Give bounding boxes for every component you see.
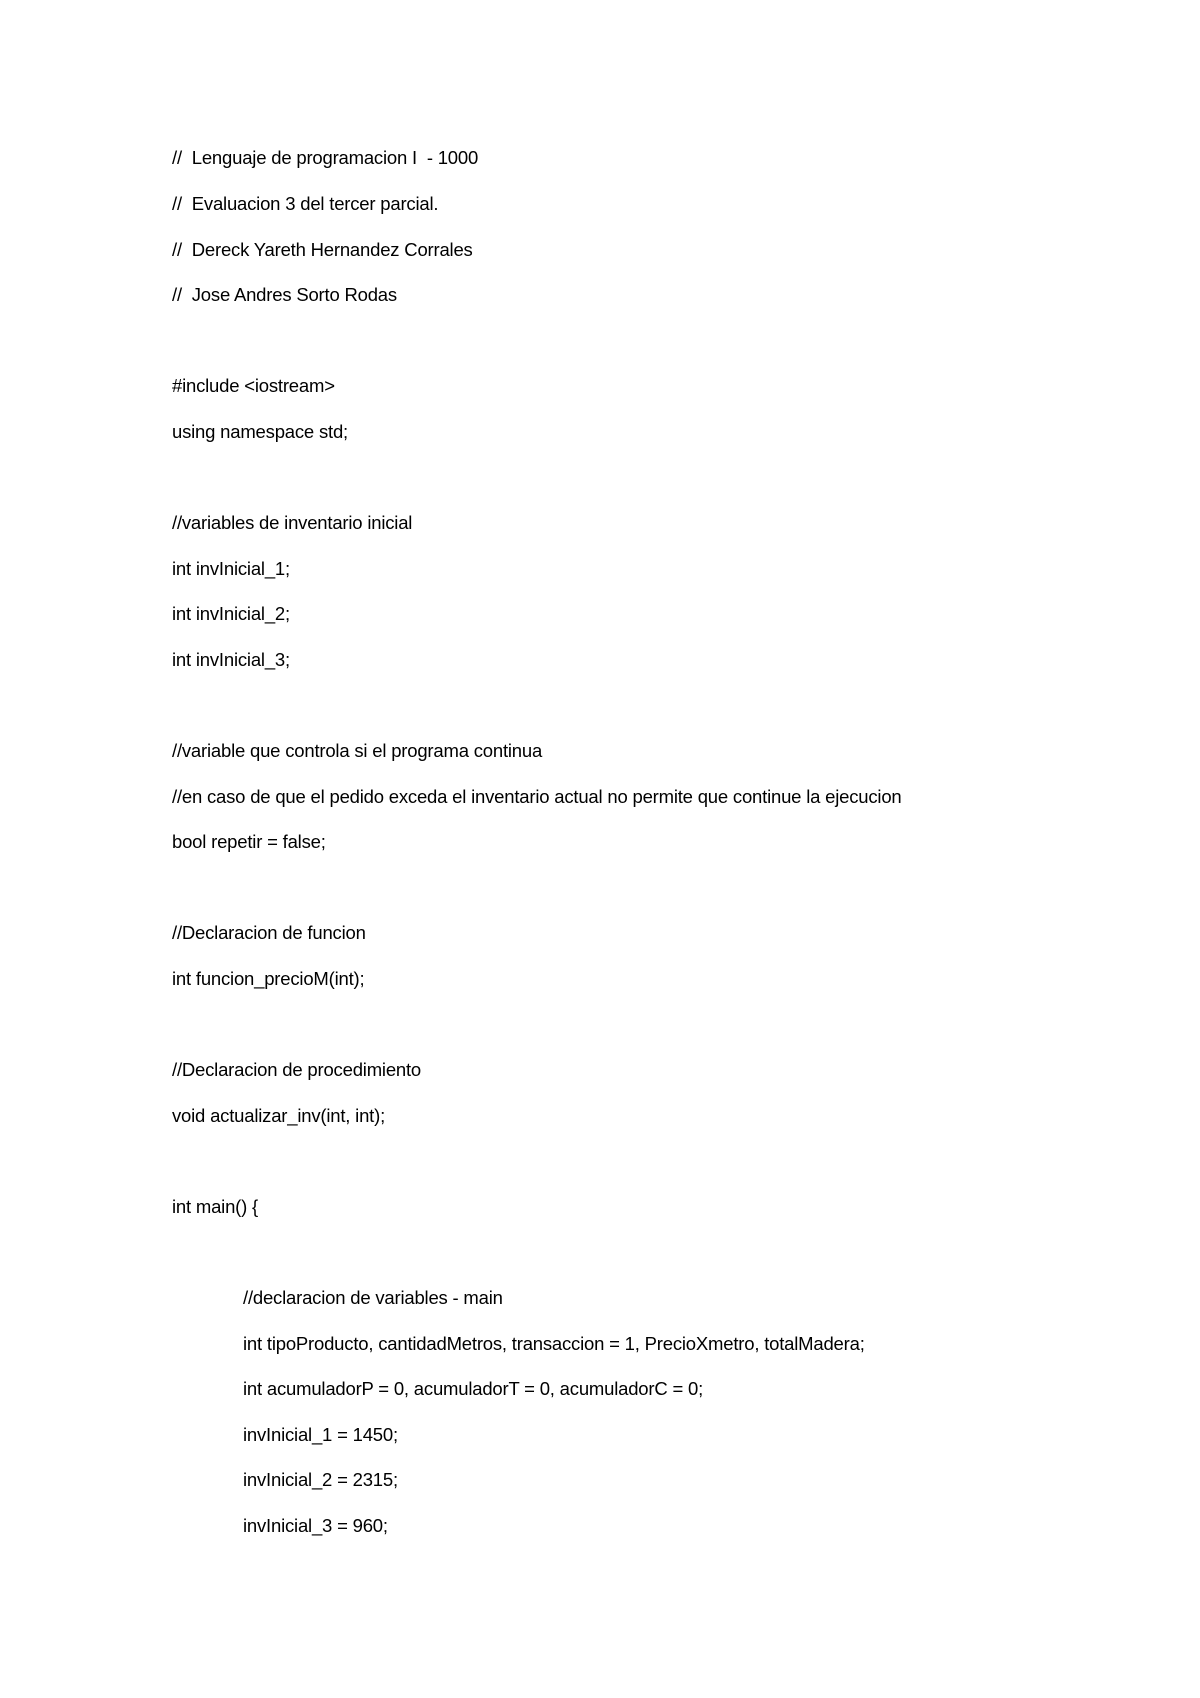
code-line: int acumuladorP = 0, acumuladorT = 0, acumuladorC = 0; bbox=[243, 1378, 704, 1399]
main-declaration-line: int main() { bbox=[172, 1196, 259, 1217]
comment-evaluation-line: // Evaluacion 3 del tercer parcial. bbox=[172, 193, 439, 214]
comment-author-1-line: // Dereck Yareth Hernandez Corrales bbox=[172, 239, 473, 260]
comment-course-line: // Lenguaje de programacion I - 1000 bbox=[172, 147, 479, 168]
comment-procedure-line: //Declaracion de procedimiento bbox=[172, 1059, 422, 1080]
code-line: invInicial_2 = 2315; bbox=[243, 1469, 398, 1490]
code-line: invInicial_3 = 960; bbox=[243, 1515, 388, 1536]
code-line: int funcion_precioM(int); bbox=[172, 968, 365, 989]
comment-inventory-line: //variables de inventario inicial bbox=[172, 512, 413, 533]
code-line: int invInicial_1; bbox=[172, 558, 290, 579]
include-line: #include <iostream> bbox=[172, 375, 335, 396]
code-line: int invInicial_3; bbox=[172, 649, 290, 670]
code-line: void actualizar_inv(int, int); bbox=[172, 1105, 386, 1126]
code-line: invInicial_1 = 1450; bbox=[243, 1424, 398, 1445]
comment-main-variables-line: //declaracion de variables - main bbox=[243, 1287, 503, 1308]
comment-function-line: //Declaracion de funcion bbox=[172, 922, 366, 943]
code-line: int invInicial_2; bbox=[172, 603, 290, 624]
code-line: int tipoProducto, cantidadMetros, transaccion = 1, PrecioXmetro, totalMadera; bbox=[243, 1333, 865, 1354]
comment-author-2-line: // Jose Andres Sorto Rodas bbox=[172, 284, 397, 305]
namespace-line: using namespace std; bbox=[172, 421, 348, 442]
comment-control-detail-line: //en caso de que el pedido exceda el inventario actual no permite que continue la ejecucion bbox=[172, 786, 902, 807]
comment-control-line: //variable que controla si el programa continua bbox=[172, 740, 543, 761]
code-line: bool repetir = false; bbox=[172, 831, 326, 852]
